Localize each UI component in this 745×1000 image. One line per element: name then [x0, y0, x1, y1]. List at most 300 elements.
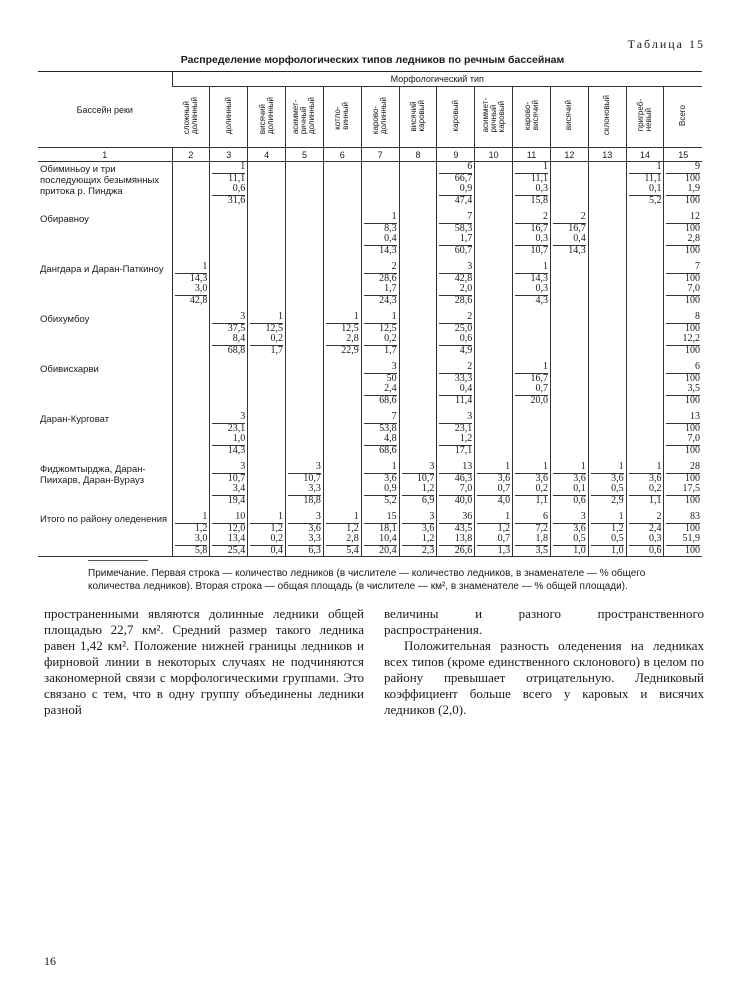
value-cell	[361, 162, 399, 213]
column-number: 12	[550, 148, 588, 162]
basin-name: Фиджомтырджа, Даран-Пиихарв, Даран-Вурауз	[40, 464, 146, 486]
cell-value: 5,2	[648, 194, 662, 206]
note-divider	[88, 560, 148, 561]
cell-value: 66,7	[454, 172, 473, 184]
value-cell	[399, 362, 437, 412]
cell-value: 18,1	[379, 522, 397, 534]
column-number: 3	[210, 148, 248, 162]
paragraph: Положительная разность оледенения на ледниках всех типов (кроме единственного склонового) в целом по району превышает отрицательную. Ледниковый коэффициент больше всего у каровых и висячих ледников (2,0).	[384, 638, 704, 717]
cell-value: 6,3	[308, 544, 321, 556]
cell-value: 14,3	[530, 272, 548, 284]
column-header-label: сложный долинный	[181, 96, 199, 135]
cell-value: 2,4	[364, 384, 397, 396]
cell-value: 2	[515, 212, 548, 224]
cell-value: 46,3	[454, 472, 473, 484]
value-cell	[664, 462, 702, 512]
cell-value: 0,6	[648, 544, 662, 556]
cell-value: 1,2	[497, 522, 511, 534]
table-note: Примечание. Первая строка — количество ледников (в числителе — количество ледников, в знаменателе — % общего количества ледников). Вторая строка — общая площадь (в числителе — км², в знаменателе — % общей площади).	[88, 568, 646, 592]
cell-value: 16,7	[530, 372, 548, 384]
cell-value: 1	[515, 362, 548, 374]
cell-value: 100	[685, 222, 700, 234]
cell-value: 9	[666, 162, 700, 174]
cell-value: 33,3	[454, 372, 473, 384]
cell-value: 3,6	[611, 472, 624, 484]
value-cell	[475, 412, 513, 462]
cell-value: 7	[364, 412, 397, 424]
cell-value: 3,6	[497, 472, 511, 484]
cell-value: 100	[685, 444, 700, 456]
basin-cell	[38, 462, 172, 512]
cell-value: 100	[685, 422, 700, 434]
cell-value: 6	[666, 362, 700, 374]
value-cell	[286, 262, 324, 312]
cell-value: 3,6	[384, 472, 397, 484]
cell-value: 2,9	[611, 494, 624, 506]
cell-value: 3,5	[666, 384, 700, 396]
value-cell	[664, 412, 702, 462]
cell-value: 2,8	[326, 534, 359, 546]
cell-value: 3	[364, 362, 397, 374]
cell-value: 2,3	[421, 544, 435, 556]
cell-value: 14,3	[189, 272, 208, 284]
cell-value: 10,7	[416, 472, 435, 484]
glacier-table	[38, 71, 702, 557]
value-cell	[172, 362, 210, 412]
cell-value: 1,0	[611, 544, 624, 556]
cell-value: 7,0	[439, 484, 472, 496]
cell-value: 50	[386, 372, 397, 384]
table-row	[38, 462, 702, 512]
cell-value: 6,9	[421, 494, 435, 506]
column-header	[664, 87, 702, 148]
cell-value: 1,7	[384, 344, 397, 356]
cell-value: 0,6	[573, 494, 586, 506]
value-cell	[286, 412, 324, 462]
column-header-label: карово- долинный	[371, 96, 389, 135]
cell-value: 1,2	[402, 484, 435, 496]
value-cell	[626, 462, 664, 512]
cell-value: 7,0	[666, 284, 700, 296]
cell-value: 5,8	[194, 544, 208, 556]
cell-value: 8,4	[212, 334, 245, 346]
basin-cell	[38, 162, 172, 213]
cell-value: 0,4	[270, 544, 284, 556]
cell-value: 22,9	[341, 344, 359, 356]
cell-value: 6	[515, 512, 548, 524]
cell-value: 10	[212, 512, 245, 524]
cell-value: 8,3	[384, 222, 397, 234]
value-cell	[323, 512, 361, 557]
cell-value: 51,9	[666, 534, 700, 546]
cell-value: 31,6	[227, 194, 246, 206]
cell-value: 58,3	[454, 222, 473, 234]
cell-value: 100	[685, 494, 700, 506]
cell-value: 0,4	[439, 384, 472, 396]
column-header-label: пригреб- невый	[636, 99, 654, 132]
value-cell	[210, 212, 248, 262]
paragraph: величины и разного пространственного распространения.	[384, 606, 704, 637]
value-cell	[361, 512, 399, 557]
column-number: 8	[399, 148, 437, 162]
cell-value: 24,3	[379, 294, 397, 306]
value-cell	[210, 312, 248, 362]
cell-value: 36	[439, 512, 472, 524]
value-cell	[172, 262, 210, 312]
value-cell	[286, 212, 324, 262]
value-cell	[513, 512, 551, 557]
cell-value: 0,6	[212, 184, 245, 196]
cell-value: 13,4	[212, 534, 245, 546]
cell-value: 3	[288, 512, 321, 524]
value-cell	[550, 162, 588, 213]
cell-value: 1,3	[497, 544, 511, 556]
cell-value: 3,6	[308, 522, 321, 534]
value-cell	[550, 362, 588, 412]
value-cell	[361, 462, 399, 512]
value-cell	[399, 162, 437, 213]
cell-value: 100	[685, 194, 700, 206]
cell-value: 0,4	[553, 234, 586, 246]
value-cell	[286, 512, 324, 557]
value-cell	[437, 162, 475, 213]
cell-value: 3	[553, 512, 586, 524]
value-cell	[323, 462, 361, 512]
cell-value: 20,4	[379, 544, 397, 556]
value-cell	[588, 162, 626, 213]
cell-value: 0,2	[364, 334, 397, 346]
table-row	[38, 262, 702, 312]
value-cell	[475, 512, 513, 557]
column-number: 15	[664, 148, 702, 162]
column-header-label: висячий	[564, 100, 574, 131]
cell-value: 0,1	[629, 184, 662, 196]
value-cell	[475, 462, 513, 512]
cell-value: 1,9	[666, 184, 700, 196]
cell-value: 12	[666, 212, 700, 224]
column-header	[588, 87, 626, 148]
cell-value: 12,5	[341, 322, 359, 334]
cell-value: 5,2	[384, 494, 397, 506]
value-cell	[172, 312, 210, 362]
value-cell	[172, 512, 210, 557]
cell-value: 1,8	[515, 534, 548, 546]
cell-value: 7	[439, 212, 472, 224]
value-cell	[588, 512, 626, 557]
cell-value: 2,0	[439, 284, 472, 296]
cell-value: 68,8	[227, 344, 246, 356]
value-cell	[513, 262, 551, 312]
value-cell	[248, 212, 286, 262]
value-cell	[172, 412, 210, 462]
value-cell	[626, 412, 664, 462]
cell-value: 4,0	[497, 494, 511, 506]
value-cell	[323, 262, 361, 312]
column-header	[399, 87, 437, 148]
table-row	[38, 362, 702, 412]
value-cell	[323, 412, 361, 462]
column-header-label: долинный	[223, 96, 233, 135]
cell-value: 1	[212, 162, 245, 174]
column-header	[172, 87, 210, 148]
cell-value: 18,8	[303, 494, 321, 506]
column-number: 9	[437, 148, 475, 162]
table-row	[38, 162, 702, 213]
body-text-left	[44, 606, 364, 718]
column-header-label: склоновый	[602, 95, 612, 136]
cell-value: 3	[439, 412, 472, 424]
value-cell	[664, 312, 702, 362]
cell-value: 23,1	[454, 422, 473, 434]
cell-value: 5,4	[346, 544, 359, 556]
value-cell	[513, 312, 551, 362]
value-cell	[399, 312, 437, 362]
cell-value: 1	[250, 512, 283, 524]
value-cell	[248, 262, 286, 312]
cell-value: 100	[685, 344, 700, 356]
column-number: 11	[513, 148, 551, 162]
column-number: 2	[172, 148, 210, 162]
cell-value: 28,6	[379, 272, 397, 284]
cell-value: 1	[629, 462, 662, 474]
cell-value: 1,2	[270, 522, 284, 534]
value-cell	[550, 262, 588, 312]
cell-value: 0,2	[250, 534, 283, 546]
basin-name: Обиравноу	[40, 214, 89, 225]
cell-value: 0,7	[477, 534, 510, 546]
cell-value: 3	[402, 512, 435, 524]
cell-value: 14,3	[568, 244, 586, 256]
cell-value: 11,4	[455, 394, 473, 406]
value-cell	[588, 262, 626, 312]
value-cell	[399, 512, 437, 557]
basin-cell	[38, 362, 172, 412]
value-cell	[550, 312, 588, 362]
cell-value: 20,0	[530, 394, 548, 406]
cell-value: 1,2	[402, 534, 435, 546]
column-header	[286, 87, 324, 148]
value-cell	[437, 262, 475, 312]
cell-value: 3	[402, 462, 435, 474]
cell-value: 11,1	[530, 172, 548, 184]
cell-value: 10,4	[364, 534, 397, 546]
cell-value: 60,7	[454, 244, 473, 256]
cell-value: 10,7	[530, 244, 548, 256]
table-title: Распределение морфологических типов ледников по речным бассейнам	[180, 54, 565, 66]
cell-value: 25,4	[227, 544, 246, 556]
cell-value: 10,7	[303, 472, 321, 484]
cell-value: 1,2	[611, 522, 624, 534]
value-cell	[248, 512, 286, 557]
cell-value: 2	[439, 312, 472, 324]
cell-value: 3	[212, 312, 245, 324]
value-cell	[588, 462, 626, 512]
value-cell	[550, 462, 588, 512]
cell-value: 12,2	[666, 334, 700, 346]
cell-value: 7,2	[535, 522, 548, 534]
cell-value: 3,3	[288, 534, 321, 546]
value-cell	[475, 162, 513, 213]
cell-value: 2	[553, 212, 586, 224]
cell-value: 16,7	[568, 222, 586, 234]
cell-value: 4,8	[364, 434, 397, 446]
value-cell	[437, 312, 475, 362]
column-header	[475, 87, 513, 148]
cell-value: 1	[364, 312, 397, 324]
cell-value: 37,5	[227, 322, 246, 334]
column-number: 13	[588, 148, 626, 162]
value-cell	[248, 412, 286, 462]
basin-name: Обиминьоу и три последующих безымянных притока р. Пинджа	[40, 164, 160, 197]
column-number: 1	[38, 148, 172, 162]
paragraph: пространенными являются долинные ледники общей площадью 22,7 км². Средний размер такого ледника равен 1,42 км². Положение нижней границы ледников и фирновой линии в некоторых случаях не подчиняются закономерной связи с морфологическими группами. Это связано с тем, что в одну группу объединены ледники разной	[44, 606, 364, 717]
column-number: 10	[475, 148, 513, 162]
cell-value: 4,9	[459, 344, 473, 356]
cell-value: 12,0	[227, 522, 246, 534]
value-cell	[513, 462, 551, 512]
value-cell	[626, 312, 664, 362]
column-header	[248, 87, 286, 148]
cell-value: 100	[685, 272, 700, 284]
cell-value: 43,5	[454, 522, 473, 534]
cell-value: 12,5	[265, 322, 284, 334]
cell-value: 25,0	[454, 322, 473, 334]
basin-name: Дангдара и Даран-Паткиноу	[40, 264, 164, 275]
value-cell	[361, 312, 399, 362]
cell-value: 7	[666, 262, 700, 274]
value-cell	[475, 262, 513, 312]
value-cell	[399, 412, 437, 462]
cell-value: 1	[515, 462, 548, 474]
basin-name: Итого по району оледенения	[40, 514, 168, 525]
cell-value: 1	[175, 512, 208, 524]
cell-value: 0,7	[477, 484, 510, 496]
value-cell	[437, 212, 475, 262]
column-number: 6	[323, 148, 361, 162]
value-cell	[664, 162, 702, 213]
value-cell	[399, 212, 437, 262]
basin-column-header: Бассейн реки	[38, 72, 172, 148]
cell-value: 100	[685, 294, 700, 306]
value-cell	[475, 362, 513, 412]
table-row	[38, 212, 702, 262]
column-number: 5	[286, 148, 324, 162]
cell-value: 4,3	[535, 294, 548, 306]
cell-value: 17,1	[454, 444, 473, 456]
cell-value: 1	[515, 262, 548, 274]
value-cell	[248, 162, 286, 213]
value-cell	[323, 312, 361, 362]
cell-value: 3,3	[288, 484, 321, 496]
body-text-right	[384, 606, 704, 718]
cell-value: 3,6	[573, 522, 586, 534]
cell-value: 2,8	[326, 334, 359, 346]
cell-value: 42,8	[454, 272, 473, 284]
cell-value: 13,8	[439, 534, 472, 546]
value-cell	[437, 412, 475, 462]
value-cell	[399, 262, 437, 312]
value-cell	[172, 162, 210, 213]
cell-value: 1	[629, 162, 662, 174]
value-cell	[588, 362, 626, 412]
value-cell	[248, 312, 286, 362]
cell-value: 14,3	[379, 244, 397, 256]
cell-value: 3,5	[535, 544, 548, 556]
cell-value: 1,2	[439, 434, 472, 446]
cell-value: 1,2	[346, 522, 359, 534]
cell-value: 0,3	[515, 184, 548, 196]
cell-value: 1,7	[270, 344, 284, 356]
value-cell	[210, 262, 248, 312]
cell-value: 100	[685, 172, 700, 184]
cell-value: 1	[477, 462, 510, 474]
cell-value: 0,2	[250, 334, 283, 346]
cell-value: 100	[685, 244, 700, 256]
value-cell	[361, 212, 399, 262]
cell-value: 3,6	[535, 472, 548, 484]
page-number: 16	[44, 954, 56, 968]
cell-value: 13	[666, 412, 700, 424]
cell-value: 1	[591, 462, 624, 474]
value-cell	[664, 262, 702, 312]
cell-value: 12,5	[379, 322, 397, 334]
cell-value: 2	[629, 512, 662, 524]
cell-value: 1	[175, 262, 208, 274]
value-cell	[588, 412, 626, 462]
cell-value: 10,7	[227, 472, 246, 484]
value-cell	[286, 362, 324, 412]
cell-value: 1	[326, 312, 359, 324]
cell-value: 47,4	[454, 194, 473, 206]
value-cell	[626, 262, 664, 312]
cell-value: 15	[364, 512, 397, 524]
value-cell	[626, 362, 664, 412]
column-header-label: каровый	[450, 99, 460, 132]
column-header-label: карово- висячий	[522, 100, 540, 131]
cell-value: 23,1	[227, 422, 246, 434]
cell-value: 16,7	[530, 222, 548, 234]
value-cell	[361, 362, 399, 412]
cell-value: 6	[439, 162, 472, 174]
basin-name: Обивисхарви	[40, 364, 99, 375]
column-number: 7	[361, 148, 399, 162]
value-cell	[513, 162, 551, 213]
column-number: 14	[626, 148, 664, 162]
cell-value: 83	[666, 512, 700, 524]
cell-value: 15,8	[530, 194, 548, 206]
value-cell	[550, 412, 588, 462]
cell-value: 1	[515, 162, 548, 174]
value-cell	[588, 312, 626, 362]
cell-value: 68,6	[379, 444, 397, 456]
morph-type-header: Морфологический тип	[172, 72, 702, 87]
value-cell	[286, 162, 324, 213]
value-cell	[248, 462, 286, 512]
value-cell	[323, 362, 361, 412]
cell-value: 7,0	[666, 434, 700, 446]
cell-value: 3,6	[421, 522, 435, 534]
cell-value: 100	[685, 394, 700, 406]
cell-value: 13	[439, 462, 472, 474]
value-cell	[626, 512, 664, 557]
basin-cell	[38, 262, 172, 312]
table-row	[38, 512, 702, 557]
cell-value: 42,8	[189, 294, 208, 306]
table-row	[38, 312, 702, 362]
table-caption: Таблица 15	[627, 37, 705, 51]
value-cell	[437, 512, 475, 557]
cell-value: 11,1	[228, 172, 246, 184]
